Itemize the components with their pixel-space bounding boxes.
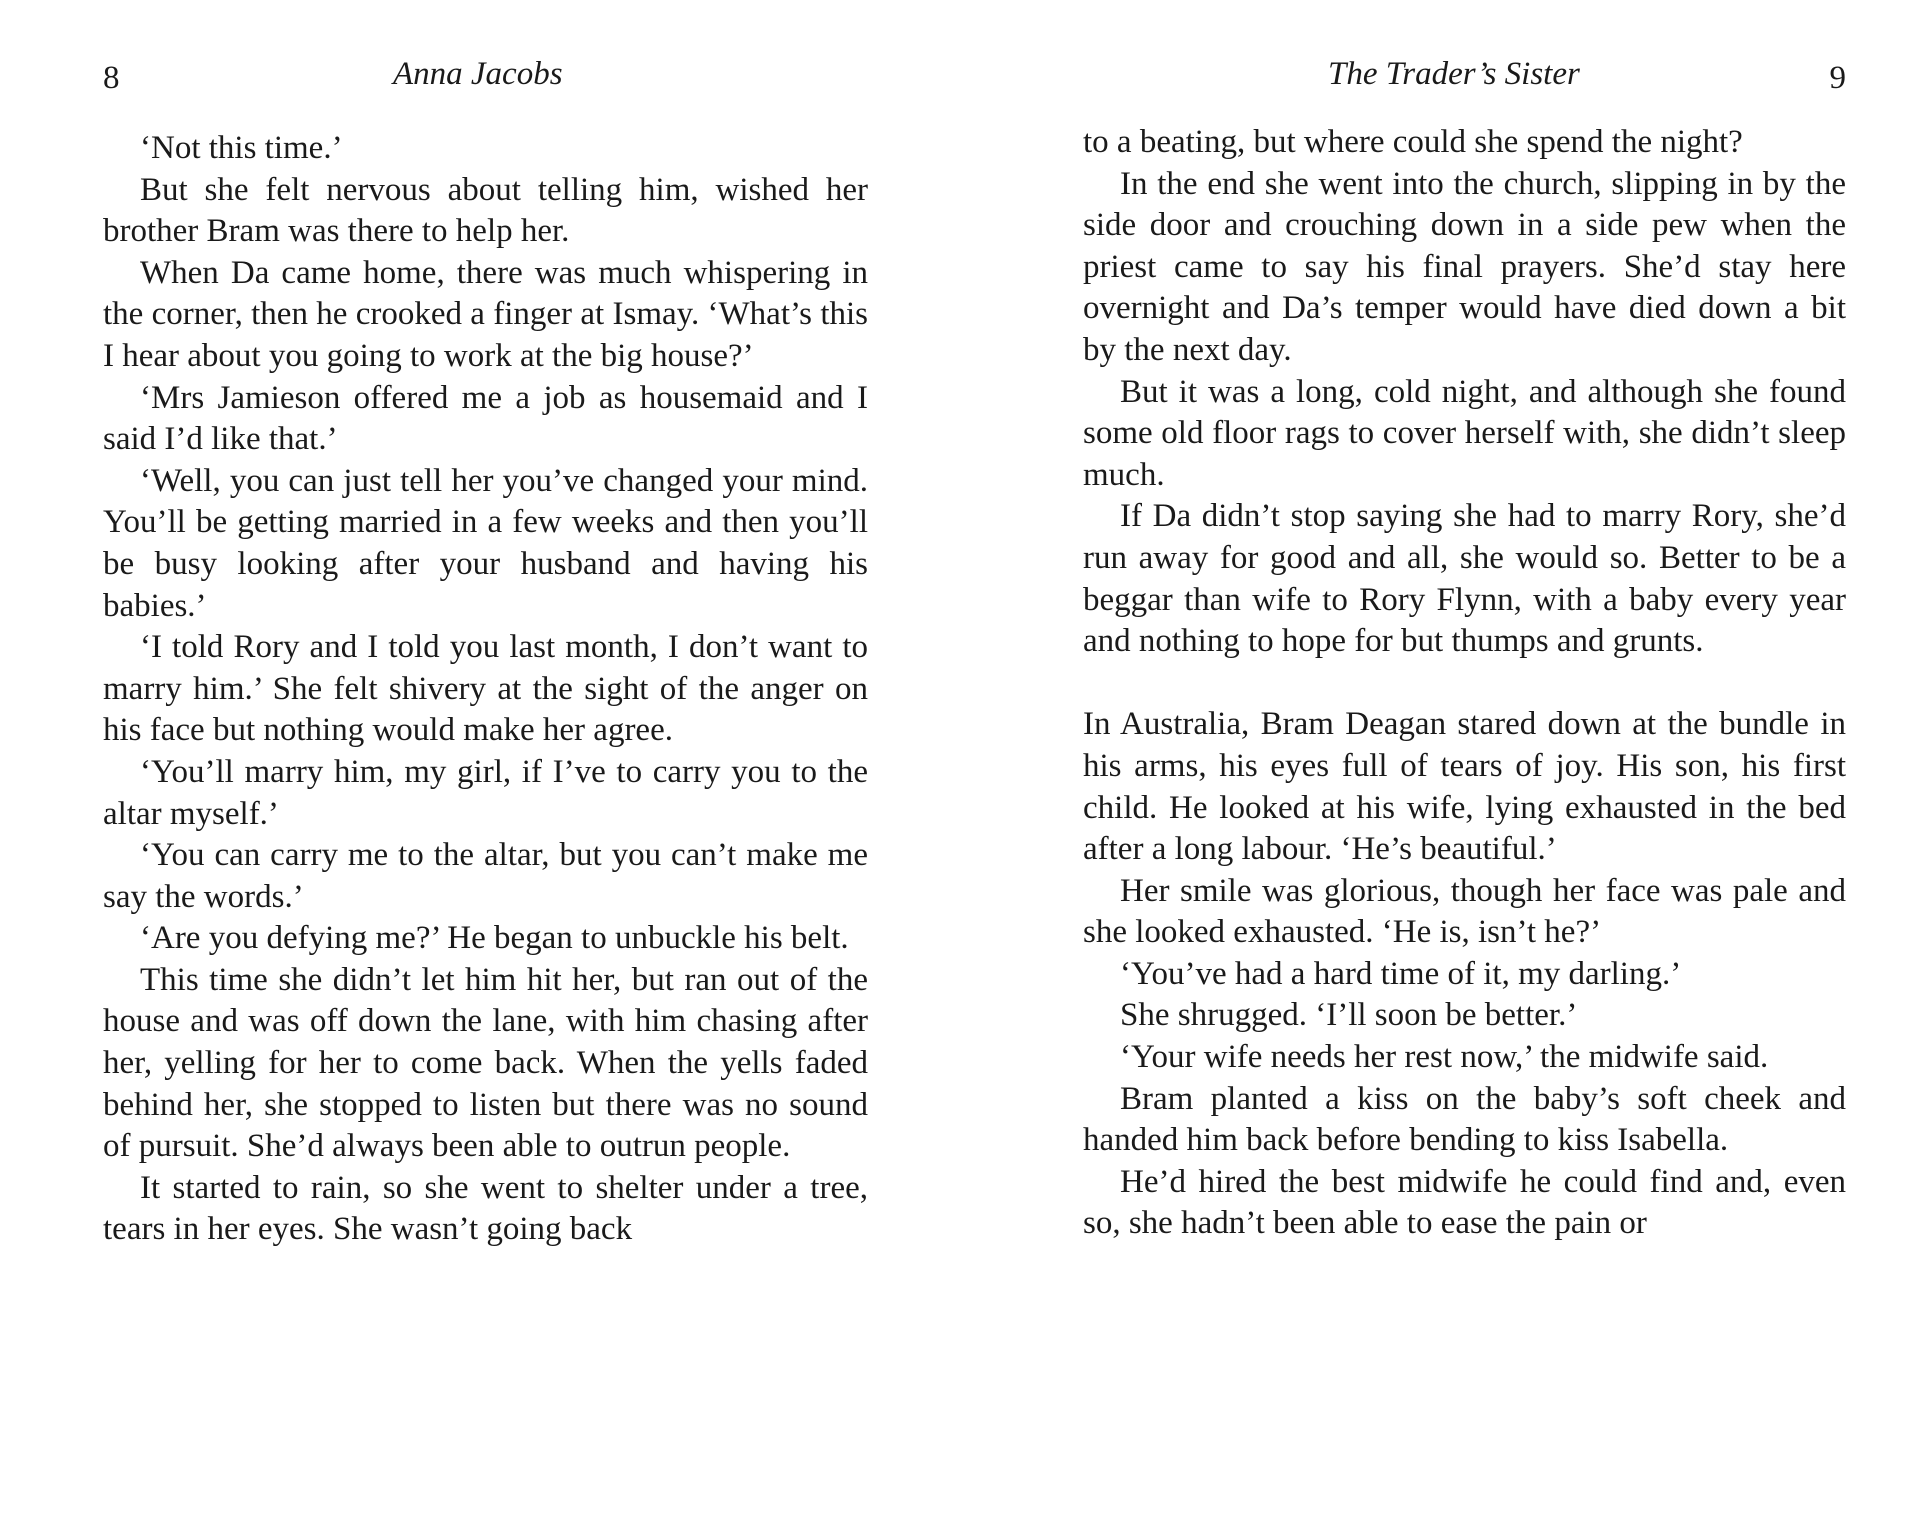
right-body-text [1083,122,1846,1245]
right-page-number: 9 [1829,60,1846,96]
paragraph: ‘Are you defying me?’ He began to unbuckle his belt. [140,920,849,957]
left-page [103,0,868,1516]
paragraph: Her smile was glorious, though her face was pale and she looked exhausted. ‘He is, isn’t he?’ [1083,872,1846,951]
paragraph: In Australia, Bram Deagan stared down at the bundle in his arms, his eyes full of tears of joy. His son, his first child. He looked at his wife, lying exhausted in the bed after a long labour. ‘He’s beautiful.’ [1083,706,1846,868]
left-running-head [103,56,868,106]
left-page-number: 8 [103,60,120,96]
paragraph: ‘You’ve had a hard time of it, my darling.’ [1120,955,1682,992]
paragraph: When Da came home, there was much whispering in the corner, then he crooked a finger at Ismay. ‘What’s this I hear about you going to work at the big house?’ [103,254,868,374]
right-running-head [1083,56,1846,106]
paragraph: But she felt nervous about telling him, wished her brother Bram was there to help her. [103,171,868,250]
book-title-running-head: The Trader’s Sister [1328,56,1580,92]
paragraph: She shrugged. ‘I’ll soon be better.’ [1120,997,1578,1034]
author-running-head: Anna Jacobs [393,56,563,92]
paragraph: In the end she went into the church, slipping in by the side door and crouching down in a side pew when the priest came to say his final prayers. She’d stay here overnight and Da’s temper would have died down a bit by the next day. [1083,165,1846,368]
paragraph: This time she didn’t let him hit her, but ran out of the house and was off down the lane, with him chasing after her, yelling for her to come back. When the yells faded behind her, she stopped to listen but there was no sound of pursuit. She’d always been able to outrun people. [103,961,868,1165]
paragraph: If Da didn’t stop saying she had to marry Rory, she’d run away for good and all, she would so. Better to be a beggar than wife to Rory Flynn, with a baby every year and nothing to hope for but thumps and grunts. [1083,498,1846,660]
paragraph: to a beating, but where could she spend the night? [1083,124,1743,160]
left-body-text [103,128,868,1251]
paragraph: ‘I told Rory and I told you last month, I don’t want to marry him.’ She felt shivery at the sight of the anger on his face but nothing would make her agree. [103,629,868,749]
paragraph: But it was a long, cold night, and although she found some old floor rags to cover herself with, she didn’t sleep much. [1083,373,1846,493]
paragraph: ‘Not this time.’ [140,130,343,166]
right-page [1083,0,1846,1516]
paragraph: ‘You’ll marry him, my girl, if I’ve to carry you to the altar myself.’ [103,753,868,832]
paragraph: He’d hired the best midwife he could find and, even so, she hadn’t been able to ease the pain or [1083,1163,1846,1242]
paragraph: ‘Mrs Jamieson offered me a job as housemaid and I said I’d like that.’ [103,379,868,458]
paragraph: It started to rain, so she went to shelter under a tree, tears in her eyes. She wasn’t going back [103,1169,868,1248]
paragraph: Bram planted a kiss on the baby’s soft cheek and handed him back before bending to kiss Isabella. [1083,1080,1846,1159]
paragraph: ‘Your wife needs her rest now,’ the midwife said. [1120,1039,1769,1076]
paragraph: ‘Well, you can just tell her you’ve changed your mind. You’ll be getting married in a few weeks and then you’ll be busy looking after your husband and having his babies.’ [103,462,868,624]
paragraph: ‘You can carry me to the altar, but you can’t make me say the words.’ [103,837,868,915]
